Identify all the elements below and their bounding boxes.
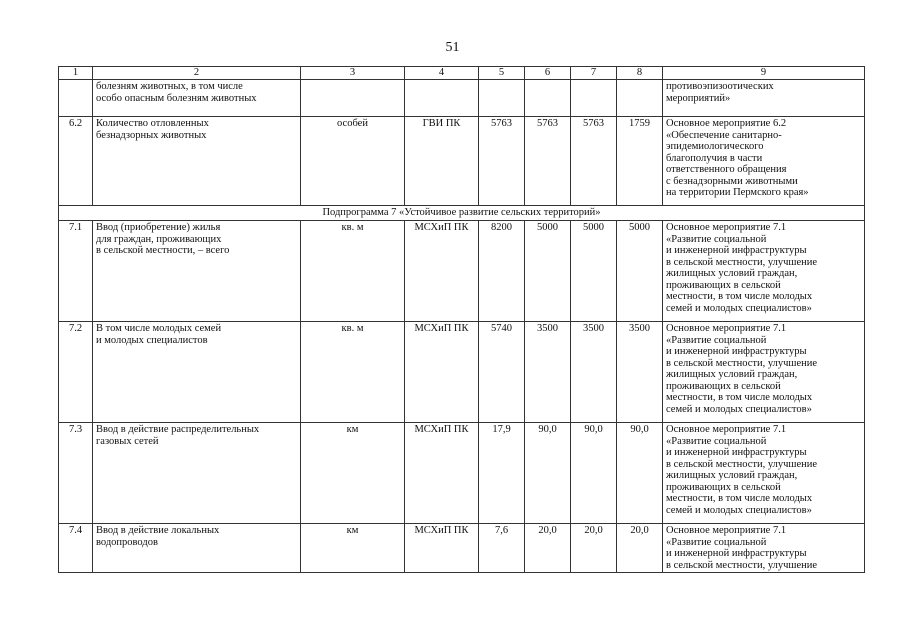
measure-text: Основное мероприятие 7.1 «Развитие социальной и инженерной инфраструктуры в сельской местности, улучшение жилищных условий граждан, проживающих в сельской местности, в том числе молодых семей и молодых специалистов» bbox=[663, 322, 865, 423]
table-row bbox=[59, 221, 865, 322]
value-col8: 90,0 bbox=[617, 423, 663, 524]
value-col6: 90,0 bbox=[525, 423, 571, 524]
row-number bbox=[59, 80, 93, 117]
measure-text: противоэпизоотических мероприятий» bbox=[663, 80, 865, 117]
value-col7: 3500 bbox=[571, 322, 617, 423]
value-col6: 5000 bbox=[525, 221, 571, 322]
responsible-org: МСХиП ПК bbox=[405, 524, 479, 573]
value-col8: 20,0 bbox=[617, 524, 663, 573]
value-col5: 5740 bbox=[479, 322, 525, 423]
value-col7: 20,0 bbox=[571, 524, 617, 573]
subprogram-title: Подпрограмма 7 «Устойчивое развитие сельских территорий» bbox=[59, 206, 865, 221]
indicator-name: Ввод (приобретение) жилья для граждан, проживающих в сельской местности, – всего bbox=[93, 221, 301, 322]
header-cell: 5 bbox=[479, 67, 525, 80]
responsible-org: МСХиП ПК bbox=[405, 423, 479, 524]
header-cell: 4 bbox=[405, 67, 479, 80]
table-row bbox=[59, 423, 865, 524]
indicator-name: В том числе молодых семей и молодых специалистов bbox=[93, 322, 301, 423]
indicators-table bbox=[58, 66, 865, 573]
responsible-org: ГВИ ПК bbox=[405, 117, 479, 206]
row-number: 6.2 bbox=[59, 117, 93, 206]
header-cell: 1 bbox=[59, 67, 93, 80]
unit bbox=[301, 80, 405, 117]
table-row bbox=[59, 80, 865, 117]
indicator-name: Ввод в действие локальных водопроводов bbox=[93, 524, 301, 573]
value-col5: 17,9 bbox=[479, 423, 525, 524]
unit: кв. м bbox=[301, 322, 405, 423]
value-col7: 5763 bbox=[571, 117, 617, 206]
value-col6: 3500 bbox=[525, 322, 571, 423]
value-col8 bbox=[617, 80, 663, 117]
measure-text: Основное мероприятие 7.1 «Развитие социальной и инженерной инфраструктуры в сельской местности, улучшение жилищных условий граждан, проживающих в сельской местности, в том числе молодых семей и молодых специалистов» bbox=[663, 423, 865, 524]
header-cell: 7 bbox=[571, 67, 617, 80]
value-col6: 20,0 bbox=[525, 524, 571, 573]
value-col5: 7,6 bbox=[479, 524, 525, 573]
value-col6 bbox=[525, 80, 571, 117]
header-cell: 8 bbox=[617, 67, 663, 80]
header-cell: 3 bbox=[301, 67, 405, 80]
value-col7 bbox=[571, 80, 617, 117]
unit: кв. м bbox=[301, 221, 405, 322]
value-col6: 5763 bbox=[525, 117, 571, 206]
row-number: 7.4 bbox=[59, 524, 93, 573]
row-number: 7.1 bbox=[59, 221, 93, 322]
unit: особей bbox=[301, 117, 405, 206]
value-col8: 3500 bbox=[617, 322, 663, 423]
unit: км bbox=[301, 423, 405, 524]
table-row bbox=[59, 117, 865, 206]
responsible-org bbox=[405, 80, 479, 117]
table-row bbox=[59, 322, 865, 423]
page-number: 51 bbox=[445, 40, 460, 55]
header-cell: 2 bbox=[93, 67, 301, 80]
responsible-org: МСХиП ПК bbox=[405, 221, 479, 322]
value-col8: 5000 bbox=[617, 221, 663, 322]
header-cell: 6 bbox=[525, 67, 571, 80]
value-col8: 1759 bbox=[617, 117, 663, 206]
unit: км bbox=[301, 524, 405, 573]
value-col5: 8200 bbox=[479, 221, 525, 322]
measure-text: Основное мероприятие 6.2 «Обеспечение санитарно- эпидемиологического благополучия в части ответственного обращения с безнадзорными животными на территории Пермского края» bbox=[663, 117, 865, 206]
indicator-name: Ввод в действие распределительных газовых сетей bbox=[93, 423, 301, 524]
indicator-name: болезням животных, в том числе особо опасным болезням животных bbox=[93, 80, 301, 117]
responsible-org: МСХиП ПК bbox=[405, 322, 479, 423]
value-col7: 90,0 bbox=[571, 423, 617, 524]
measure-text: Основное мероприятие 7.1 «Развитие социальной и инженерной инфраструктуры в сельской местности, улучшение bbox=[663, 524, 865, 573]
value-col5 bbox=[479, 80, 525, 117]
value-col5: 5763 bbox=[479, 117, 525, 206]
header-cell: 9 bbox=[663, 67, 865, 80]
row-number: 7.2 bbox=[59, 322, 93, 423]
subprogram-row bbox=[59, 206, 865, 221]
header-row bbox=[59, 67, 865, 80]
value-col7: 5000 bbox=[571, 221, 617, 322]
table-row bbox=[59, 524, 865, 573]
indicator-name: Количество отловленных безнадзорных животных bbox=[93, 117, 301, 206]
row-number: 7.3 bbox=[59, 423, 93, 524]
measure-text: Основное мероприятие 7.1 «Развитие социальной и инженерной инфраструктуры в сельской местности, улучшение жилищных условий граждан, проживающих в сельской местности, в том числе молодых семей и молодых специалистов» bbox=[663, 221, 865, 322]
